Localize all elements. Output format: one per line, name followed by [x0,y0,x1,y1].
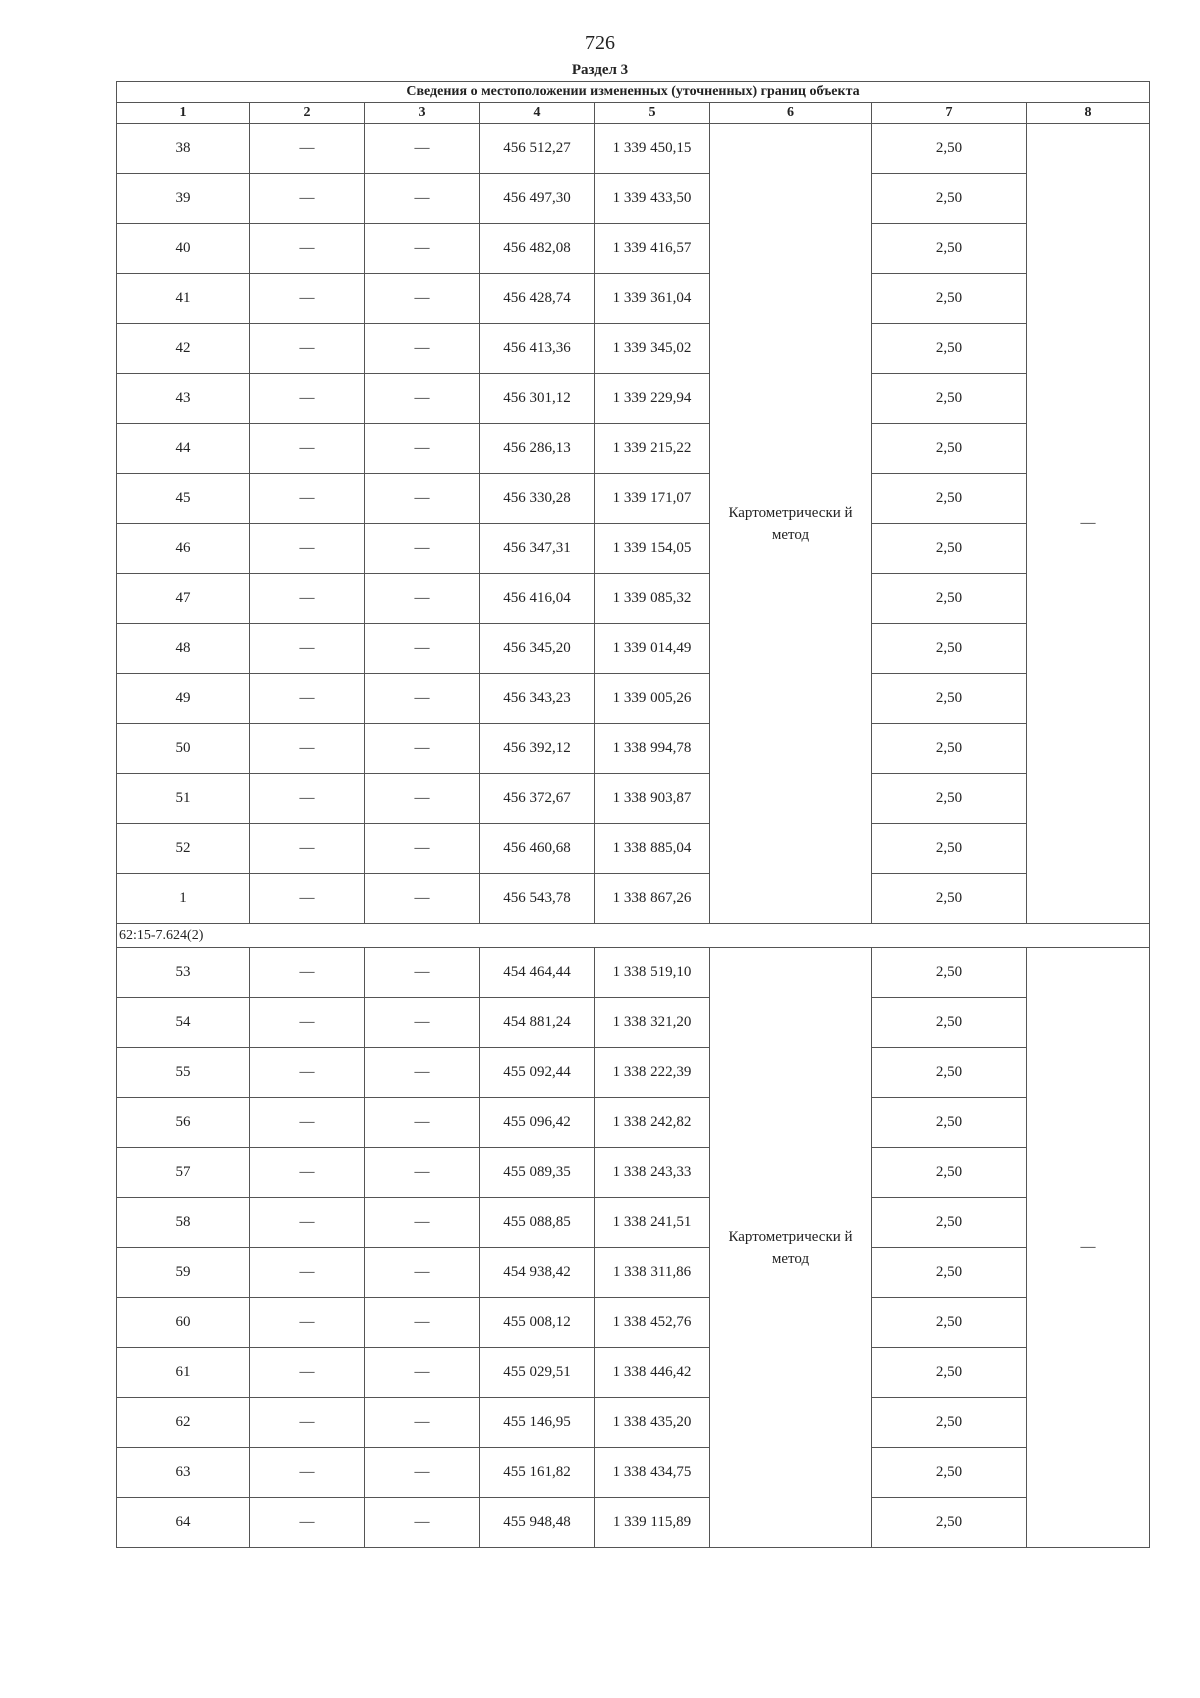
col3-cell: — [365,324,480,374]
col2-cell: — [250,474,365,524]
x-coordinate-cell: 456 482,08 [480,224,595,274]
x-coordinate-cell: 456 343,23 [480,674,595,724]
column-header-4: 4 [480,103,595,124]
y-coordinate-cell: 1 339 005,26 [595,674,710,724]
accuracy-cell: 2,50 [872,574,1027,624]
point-number-cell: 49 [117,674,250,724]
y-coordinate-cell: 1 339 085,32 [595,574,710,624]
table-row [117,474,1150,524]
y-coordinate-cell: 1 339 361,04 [595,274,710,324]
point-number-cell: 61 [117,1348,250,1398]
table-row [117,1498,1150,1548]
table-caption: Сведения о местоположении измененных (уточненных) границ объекта [117,82,1150,103]
page-number: 726 [585,32,615,54]
x-coordinate-cell: 454 938,42 [480,1248,595,1298]
y-coordinate-cell: 1 338 519,10 [595,948,710,998]
y-coordinate-cell: 1 339 345,02 [595,324,710,374]
method-cell: Картометрически й метод [710,124,872,924]
y-coordinate-cell: 1 338 903,87 [595,774,710,824]
table-row [117,1148,1150,1198]
col2-cell: — [250,724,365,774]
accuracy-cell: 2,50 [872,124,1027,174]
accuracy-cell: 2,50 [872,274,1027,324]
col2-cell: — [250,1298,365,1348]
y-coordinate-cell: 1 338 243,33 [595,1148,710,1198]
point-number-cell: 38 [117,124,250,174]
col3-cell: — [365,624,480,674]
table-row [117,1448,1150,1498]
table-row [117,424,1150,474]
col2-cell: — [250,274,365,324]
y-coordinate-cell: 1 338 867,26 [595,874,710,924]
point-number-cell: 58 [117,1198,250,1248]
col3-cell: — [365,374,480,424]
x-coordinate-cell: 456 392,12 [480,724,595,774]
point-number-cell: 42 [117,324,250,374]
col2-cell: — [250,948,365,998]
y-coordinate-cell: 1 338 994,78 [595,724,710,774]
col2-cell: — [250,624,365,674]
accuracy-cell: 2,50 [872,724,1027,774]
col3-cell: — [365,874,480,924]
point-number-cell: 57 [117,1148,250,1198]
col3-cell: — [365,824,480,874]
col3-cell: — [365,774,480,824]
y-coordinate-cell: 1 338 321,20 [595,998,710,1048]
table-row [117,1048,1150,1098]
accuracy-cell: 2,50 [872,1198,1027,1248]
point-number-cell: 63 [117,1448,250,1498]
column-header-1: 1 [117,103,250,124]
x-coordinate-cell: 456 301,12 [480,374,595,424]
point-number-cell: 50 [117,724,250,774]
table-row [117,124,1150,174]
col3-cell: — [365,1248,480,1298]
x-coordinate-cell: 456 428,74 [480,274,595,324]
col3-cell: — [365,174,480,224]
col2-cell: — [250,1398,365,1448]
accuracy-cell: 2,50 [872,324,1027,374]
accuracy-cell: 2,50 [872,1348,1027,1398]
parcel-number: 62:15-7.624(2) [117,924,1150,948]
point-number-cell: 53 [117,948,250,998]
point-number-cell: 40 [117,224,250,274]
point-number-cell: 52 [117,824,250,874]
y-coordinate-cell: 1 338 435,20 [595,1398,710,1448]
col3-cell: — [365,474,480,524]
col2-cell: — [250,524,365,574]
col2-cell: — [250,1248,365,1298]
accuracy-cell: 2,50 [872,998,1027,1048]
x-coordinate-cell: 456 347,31 [480,524,595,574]
col2-cell: — [250,424,365,474]
x-coordinate-cell: 456 372,67 [480,774,595,824]
y-coordinate-cell: 1 339 171,07 [595,474,710,524]
y-coordinate-cell: 1 338 885,04 [595,824,710,874]
table-row [117,998,1150,1048]
col3-cell: — [365,674,480,724]
accuracy-cell: 2,50 [872,174,1027,224]
table-row [117,1098,1150,1148]
x-coordinate-cell: 455 089,35 [480,1148,595,1198]
x-coordinate-cell: 456 543,78 [480,874,595,924]
col2-cell: — [250,124,365,174]
accuracy-cell: 2,50 [872,1248,1027,1298]
x-coordinate-cell: 456 512,27 [480,124,595,174]
y-coordinate-cell: 1 338 222,39 [595,1048,710,1098]
col8-cell: — [1027,948,1150,1548]
y-coordinate-cell: 1 339 433,50 [595,174,710,224]
accuracy-cell: 2,50 [872,474,1027,524]
col3-cell: — [365,574,480,624]
point-number-cell: 41 [117,274,250,324]
x-coordinate-cell: 455 029,51 [480,1348,595,1398]
table-row [117,524,1150,574]
col3-cell: — [365,524,480,574]
accuracy-cell: 2,50 [872,1048,1027,1098]
col2-cell: — [250,1348,365,1398]
table-row [117,624,1150,674]
point-number-cell: 47 [117,574,250,624]
col2-cell: — [250,824,365,874]
table-row [117,824,1150,874]
header-row [117,103,1150,124]
col2-cell: — [250,674,365,724]
accuracy-cell: 2,50 [872,224,1027,274]
accuracy-cell: 2,50 [872,1298,1027,1348]
section-title: Раздел 3 [571,62,629,78]
table-row [117,874,1150,924]
accuracy-cell: 2,50 [872,1098,1027,1148]
table-row [117,724,1150,774]
col2-cell: — [250,874,365,924]
col3-cell: — [365,124,480,174]
col3-cell: — [365,224,480,274]
col3-cell: — [365,1298,480,1348]
y-coordinate-cell: 1 339 229,94 [595,374,710,424]
col2-cell: — [250,1448,365,1498]
col2-cell: — [250,1048,365,1098]
col2-cell: — [250,774,365,824]
accuracy-cell: 2,50 [872,374,1027,424]
col3-cell: — [365,948,480,998]
table-row [117,948,1150,998]
table-row [117,574,1150,624]
parcel-separator-row [117,924,1150,948]
x-coordinate-cell: 456 416,04 [480,574,595,624]
col3-cell: — [365,998,480,1048]
x-coordinate-cell: 456 413,36 [480,324,595,374]
table-row [117,174,1150,224]
column-header-7: 7 [872,103,1027,124]
y-coordinate-cell: 1 338 242,82 [595,1098,710,1148]
y-coordinate-cell: 1 338 311,86 [595,1248,710,1298]
col2-cell: — [250,324,365,374]
col2-cell: — [250,1498,365,1548]
point-number-cell: 45 [117,474,250,524]
col2-cell: — [250,174,365,224]
point-number-cell: 1 [117,874,250,924]
col3-cell: — [365,1398,480,1448]
x-coordinate-cell: 455 161,82 [480,1448,595,1498]
point-number-cell: 55 [117,1048,250,1098]
point-number-cell: 59 [117,1248,250,1298]
y-coordinate-cell: 1 338 434,75 [595,1448,710,1498]
x-coordinate-cell: 455 096,42 [480,1098,595,1148]
x-coordinate-cell: 456 345,20 [480,624,595,674]
table-row [117,674,1150,724]
col3-cell: — [365,1148,480,1198]
column-header-6: 6 [710,103,872,124]
accuracy-cell: 2,50 [872,624,1027,674]
x-coordinate-cell: 456 286,13 [480,424,595,474]
point-number-cell: 54 [117,998,250,1048]
x-coordinate-cell: 455 948,48 [480,1498,595,1548]
col2-cell: — [250,574,365,624]
accuracy-cell: 2,50 [872,774,1027,824]
point-number-cell: 62 [117,1398,250,1448]
col3-cell: — [365,1498,480,1548]
col2-cell: — [250,998,365,1048]
x-coordinate-cell: 456 330,28 [480,474,595,524]
point-number-cell: 60 [117,1298,250,1348]
table-row [117,774,1150,824]
x-coordinate-cell: 456 497,30 [480,174,595,224]
col3-cell: — [365,1098,480,1148]
y-coordinate-cell: 1 339 154,05 [595,524,710,574]
column-header-2: 2 [250,103,365,124]
table-row [117,274,1150,324]
y-coordinate-cell: 1 338 452,76 [595,1298,710,1348]
table-row [117,1298,1150,1348]
col3-cell: — [365,274,480,324]
point-number-cell: 44 [117,424,250,474]
col3-cell: — [365,1198,480,1248]
x-coordinate-cell: 456 460,68 [480,824,595,874]
accuracy-cell: 2,50 [872,674,1027,724]
table-row [117,1198,1150,1248]
point-number-cell: 46 [117,524,250,574]
point-number-cell: 39 [117,174,250,224]
point-number-cell: 56 [117,1098,250,1148]
table-row [117,1348,1150,1398]
col3-cell: — [365,724,480,774]
col2-cell: — [250,224,365,274]
col3-cell: — [365,1048,480,1098]
accuracy-cell: 2,50 [872,424,1027,474]
accuracy-cell: 2,50 [872,874,1027,924]
column-header-5: 5 [595,103,710,124]
point-number-cell: 48 [117,624,250,674]
accuracy-cell: 2,50 [872,948,1027,998]
x-coordinate-cell: 455 008,12 [480,1298,595,1348]
point-number-cell: 64 [117,1498,250,1548]
boundary-coordinates-table [116,81,1150,1548]
boundary-table-wrapper [116,81,1150,1548]
col2-cell: — [250,1198,365,1248]
accuracy-cell: 2,50 [872,824,1027,874]
y-coordinate-cell: 1 339 115,89 [595,1498,710,1548]
point-number-cell: 51 [117,774,250,824]
y-coordinate-cell: 1 339 416,57 [595,224,710,274]
x-coordinate-cell: 454 881,24 [480,998,595,1048]
column-header-8: 8 [1027,103,1150,124]
column-header-3: 3 [365,103,480,124]
accuracy-cell: 2,50 [872,1398,1027,1448]
col3-cell: — [365,1448,480,1498]
accuracy-cell: 2,50 [872,1148,1027,1198]
x-coordinate-cell: 455 092,44 [480,1048,595,1098]
accuracy-cell: 2,50 [872,524,1027,574]
col3-cell: — [365,1348,480,1398]
y-coordinate-cell: 1 339 215,22 [595,424,710,474]
method-cell: Картометрически й метод [710,948,872,1548]
accuracy-cell: 2,50 [872,1448,1027,1498]
table-row [117,224,1150,274]
col2-cell: — [250,1148,365,1198]
y-coordinate-cell: 1 339 450,15 [595,124,710,174]
x-coordinate-cell: 454 464,44 [480,948,595,998]
y-coordinate-cell: 1 339 014,49 [595,624,710,674]
col2-cell: — [250,1098,365,1148]
table-row [117,1398,1150,1448]
x-coordinate-cell: 455 088,85 [480,1198,595,1248]
col3-cell: — [365,424,480,474]
table-row [117,324,1150,374]
table-row [117,1248,1150,1298]
point-number-cell: 43 [117,374,250,424]
y-coordinate-cell: 1 338 446,42 [595,1348,710,1398]
accuracy-cell: 2,50 [872,1498,1027,1548]
col2-cell: — [250,374,365,424]
x-coordinate-cell: 455 146,95 [480,1398,595,1448]
col8-cell: — [1027,124,1150,924]
table-row [117,374,1150,424]
y-coordinate-cell: 1 338 241,51 [595,1198,710,1248]
